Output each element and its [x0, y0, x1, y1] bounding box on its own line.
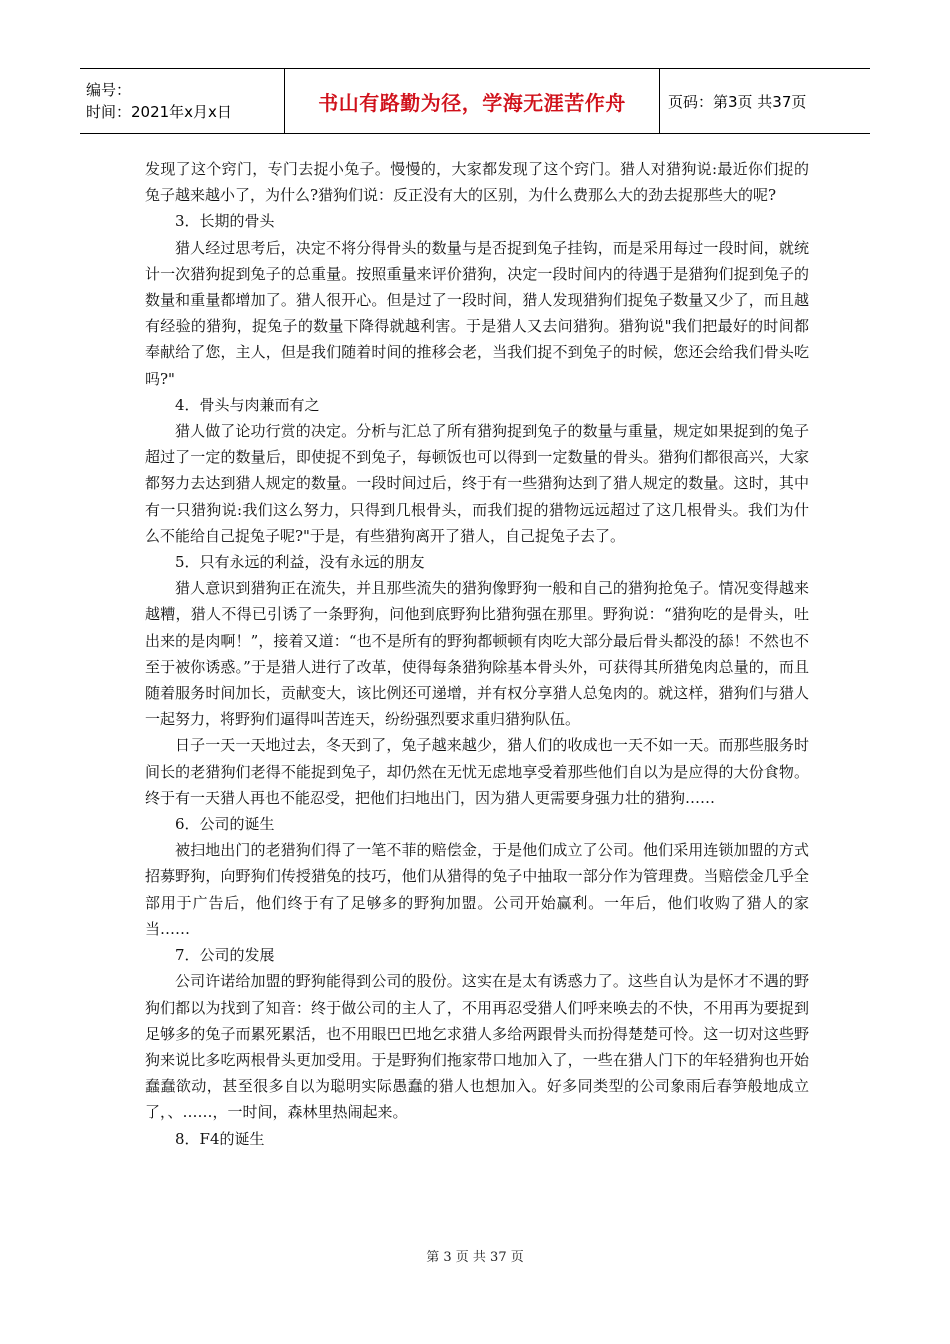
section-heading: 8．F4的诞生	[175, 1129, 265, 1148]
paragraph: 猎人经过思考后，决定不将分得骨头的数量与是否捉到兔子挂钩，而是采用每过一段时间，就统计一次猎狗捉到兔子的总重量。按照重量来评价猎狗，决定一段时间内的待遇于是猎狗们捉到兔子的数量和重量都增加了。猎人很开心。但是过了一段时间，猎人发现猎狗们捉兔子数量又少了，而且越有经验的猎狗，捉兔子的数量下降得就越利害。于是猎人又去问猎狗。猎狗说"我们把最好的时间都奉献给了您，主人，但是我们随着时间的推移会老，当我们捉不到兔子的时候，您还会给我们骨头吃吗?"	[145, 238, 809, 388]
paragraph: 日子一天一天地过去，冬天到了，兔子越来越少，猎人们的收成也一天不如一天。而那些服务时间长的老猎狗们老得不能捉到兔子，却仍然在无忧无虑地享受着那些他们自以为是应得的大份食物。终于有一天猎人再也不能忍受，把他们扫地出门，因为猎人更需要身强力壮的猎狗……	[145, 736, 809, 807]
serial-label: 编号：	[86, 81, 132, 99]
page-info-text: 页码：第3页 共37页	[668, 92, 807, 111]
page-header	[80, 68, 870, 134]
section-heading: 6．公司的诞生	[175, 815, 275, 834]
header-meta	[80, 69, 285, 133]
section-heading: 4．骨头与肉兼而有之	[175, 395, 320, 414]
time-label: 时间：2021年x月x日	[86, 103, 232, 121]
paragraph: 被扫地出门的老猎狗们得了一笔不菲的赔偿金，于是他们成立了公司。他们采用连锁加盟的方式招募野狗，向野狗们传授猎兔的技巧，他们从猎得的兔子中抽取一部分作为管理费。当赔偿金几乎全部用于广告后，他们终于有了足够多的野狗加盟。公司开始赢利。一年后，他们收购了猎人的家当……	[145, 841, 809, 938]
section-heading: 7．公司的发展	[175, 946, 275, 965]
page-footer: 第 3 页 共 37 页	[426, 1250, 524, 1265]
section-heading: 3．长期的骨头	[175, 212, 275, 231]
header-page-info	[660, 69, 870, 133]
paragraph: 猎人意识到猎狗正在流失，并且那些流失的猎狗像野狗一般和自己的猎狗抢兔子。情况变得越来越糟，猎人不得已引诱了一条野狗，问他到底野狗比猎狗强在那里。野狗说：“猎狗吃的是骨头，吐出来的是肉啊！”，接着又道：“也不是所有的野狗都顿顿有肉吃大部分最后骨头都没的舔！不然也不至于被你诱惑。”于是猎人进行了改革，使得每条猎狗除基本骨头外，可获得其所猎兔肉总量的，而且随着服务时间加长，贡献变大，该比例还可递增，并有权分享猎人总兔肉的。就这样，猎狗们与猎人一起努力，将野狗们逼得叫苦连天，纷纷强烈要求重归猎狗队伍。	[145, 579, 809, 729]
header-motto	[285, 69, 660, 133]
paragraph: 猎人做了论功行赏的决定。分析与汇总了所有猎狗捉到兔子的数量与重量，规定如果捉到的兔子超过了一定的数量后，即使捉不到兔子，每顿饭也可以得到一定数量的骨头。猎狗们都很高兴，大家都努力去达到猎人规定的数量。一段时间过后，终于有一些猎狗达到了猎人规定的数量。这时，其中有一只猎狗说:我们这么努力，只得到几根骨头，而我们捉的猎物远远超过了这几根骨头。我们为什么不能给自己捉兔子呢?"于是，有些猎狗离开了猎人，自己捉兔子去了。	[145, 422, 809, 545]
document-body	[145, 156, 809, 1152]
motto-text: 书山有路勤为径，学海无涯苦作舟	[318, 90, 626, 115]
section-heading: 5．只有永远的利益，没有永远的朋友	[175, 553, 425, 572]
paragraph: 公司许诺给加盟的野狗能得到公司的股份。这实在是太有诱惑力了。这些自认为是怀才不遇的野狗们都以为找到了知音：终于做公司的主人了，不用再忍受猎人们呼来唤去的不快，不用再为要捉到足够多的兔子而累死累活，也不用眼巴巴地乞求猎人多给两跟骨头而扮得楚楚可怜。这一切对这些野狗来说比多吃两根骨头更加受用。于是野狗们拖家带口地加入了，一些在猎人门下的年轻猎狗也开始蠢蠢欲动，甚至很多自以为聪明实际愚蠢的猎人也想加入。好多同类型的公司象雨后春笋般地成立了，、……，一时间，森林里热闹起来。	[145, 972, 809, 1122]
paragraph: 发现了这个窍门，专门去捉小兔子。慢慢的，大家都发现了这个窍门。猎人对猎狗说:最近你们捉的兔子越来越小了，为什么?猎狗们说：反正没有大的区别，为什么费那么大的劲去捉那些大的呢?	[145, 160, 809, 205]
